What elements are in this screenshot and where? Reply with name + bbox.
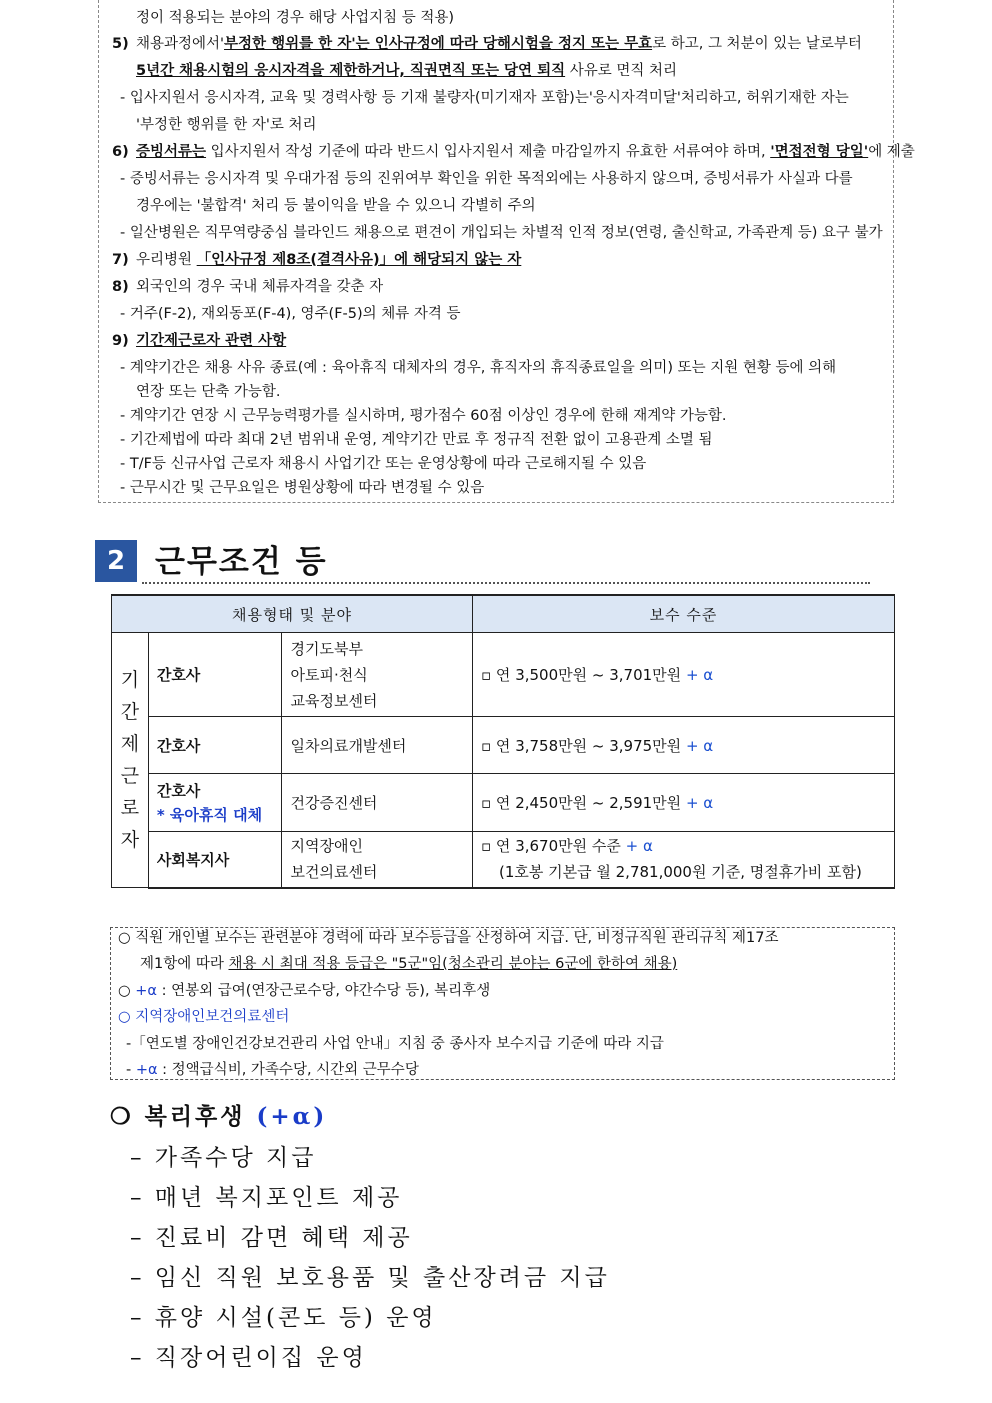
item-9-sub1-a: - 계약기간은 채용 사유 종료(예 : 육아휴직 대체자의 경우, 휴직자의 휴직종료일을 의미) 또는 지원 현황 등에 의해 [120,360,837,376]
item-5-line2: 5년간 채용시험의 응시자격을 제한하거나, 직권면직 또는 당연 퇴직 사유로 면직 처리 [136,63,678,79]
note-3: ○ 지역장애인보건의료센터 [118,1009,290,1025]
pay-value: ▫ 연 2,450만원 ~ 2,591만원 + α [473,774,895,832]
welfare-item: – 가족수당 지급 [130,1145,317,1171]
item-9-sub5: - 근무시간 및 근무요일은 병원상황에 따라 변경될 수 있음 [120,480,485,496]
welfare-item: – 진료비 감면 혜택 제공 [130,1225,413,1251]
section-divider [142,582,870,584]
note-1-b: 제1항에 따라 채용 시 최대 적용 등급은 "5군"임(청소관리 분야는 6군에 한하여 채용) [140,956,678,972]
job-title: 사회복지사 [148,832,282,888]
item-9-num: 9) [112,333,129,349]
pay-value: ▫ 연 3,670만원 수준 + α (1호봉 기본급 월 2,781,000원 기준, 명절휴가비 포함) [473,832,895,888]
dept: 일차의료개발센터 [282,717,473,774]
dept: 건강증진센터 [282,774,473,832]
item-6-line1: 증빙서류는 입사지원서 작성 기준에 따라 반드시 입사지원서 제출 마감일까지 유효한 서류여야 하며, '면접전형 당일'에 제출 [136,144,915,160]
item-6-sub1-a: - 증빙서류는 응시자격 및 우대가점 등의 진위여부 확인을 위한 목적외에는 사용하지 않으며, 증빙서류가 사실과 다를 [120,171,853,187]
table-row [112,717,895,774]
welfare-item: – 직장어린이집 운영 [130,1345,367,1371]
table-header-row [112,595,895,633]
item-9-sub4: - T/F등 신규사업 근로자 채용시 사업기간 또는 운영상황에 따라 근로해지될 수 있음 [120,456,647,472]
group-label: 기 간 제 근 로 자 [112,633,149,888]
welfare-item: – 임신 직원 보호용품 및 출산장려금 지급 [130,1265,610,1291]
note-2: ○ +α : 연봉외 급여(연장근로수당, 야간수당 등), 복리후생 [118,983,491,999]
item-6-sub2: - 일산병원은 직무역량중심 블라인드 채용으로 편견이 개입되는 차별적 인적 정보(연령, 출신학교, 가족관계 등) 요구 불가 [120,225,883,241]
item-8-num: 8) [112,279,129,295]
item-9-sub3: - 기간제법에 따라 최대 2년 범위내 운영, 계약기간 만료 후 정규직 전환 없이 고용관계 소멸 됨 [120,432,713,448]
note-1-a: ○ 직원 개인별 보수는 관련분야 경력에 따라 보수등급을 산정하여 지급. 단, 비정규직원 관리규칙 제17조 [118,930,779,946]
notes-box [110,927,895,1080]
job-title: 간호사 * 육아휴직 대체 [148,774,282,832]
item-7-line: 우리병원 「인사규정 제8조(결격사유)」에 해당되지 않는 자 [136,252,522,268]
note-3-sub1: -「연도별 장애인건강보건관리 사업 안내」지침 중 종사자 보수지급 기준에 따라 지급 [126,1036,664,1052]
item-5-sub1-a: - 입사지원서 응시자격, 교육 및 경력사항 등 기재 불량자(미기재자 포함)는'응시자격미달'처리하고, 허위기재한 자는 [120,90,849,106]
table-row [112,774,895,832]
job-title: 간호사 [148,717,282,774]
table-row [112,633,895,717]
item-6-sub1-b: 경우에는 '불합격' 처리 등 불이익을 받을 수 있으니 각별히 주의 [136,198,536,214]
line-0: 정이 적용되는 분야의 경우 해당 사업지침 등 적용) [136,10,455,26]
pay-value: ▫ 연 3,758만원 ~ 3,975만원 + α [473,717,895,774]
welfare-title: ❍ 복리후생 (+α) [110,1103,328,1130]
header-category: 채용형태 및 분야 [112,595,473,633]
item-7-num: 7) [112,252,129,268]
note-3-sub2: - +α : 정액급식비, 가족수당, 시간외 근무수당 [126,1062,419,1078]
dept: 지역장애인 보건의료센터 [282,832,473,888]
welfare-item: – 휴양 시설(콘도 등) 운영 [130,1305,437,1331]
section-number: 2 [95,540,137,582]
item-6-num: 6) [112,144,129,160]
item-9-line: 기간제근로자 관련 사항 [136,333,287,349]
item-5-num: 5) [112,36,129,52]
pay-table [111,594,895,889]
welfare-item: – 매년 복지포인트 제공 [130,1185,403,1211]
item-8-sub1: - 거주(F-2), 재외동포(F-4), 영주(F-5)의 체류 자격 등 [120,306,461,322]
item-8-line: 외국인의 경우 국내 체류자격을 갖춘 자 [136,279,384,295]
item-9-sub1-b: 연장 또는 단축 가능함. [136,384,281,400]
item-9-sub2: - 계약기간 연장 시 근무능력평가를 실시하며, 평가점수 60점 이상인 경우에 한해 재계약 가능함. [120,408,727,424]
dept: 경기도북부 아토피·천식 교육정보센터 [282,633,473,717]
header-pay: 보수 수준 [473,595,895,633]
item-5-line1: 채용과정에서'부정한 행위를 한 자'는 인사규정에 따라 당해시험을 정지 또는 무효로 하고, 그 처분이 있는 날로부터 [136,36,862,52]
section-title: 근무조건 등 [155,544,328,580]
pay-value: ▫ 연 3,500만원 ~ 3,701만원 + α [473,633,895,717]
table-row [112,832,895,888]
job-title: 간호사 [148,633,282,717]
item-5-sub1-b: '부정한 행위를 한 자'로 처리 [136,117,317,133]
